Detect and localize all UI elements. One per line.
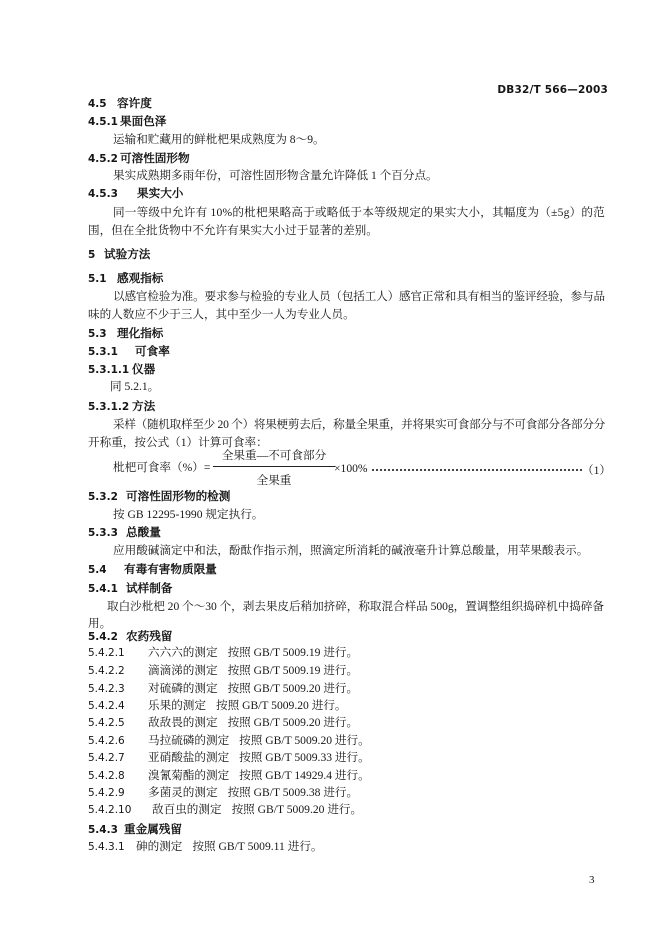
clause-heading-4-5	[88, 95, 152, 111]
formula-label: 枇杷可食率（%）=	[113, 461, 211, 474]
clause-title: 容许度	[117, 96, 152, 110]
dot-leader	[372, 462, 582, 471]
clause-number: 5.3.1.1	[88, 364, 130, 376]
clause-heading-5-3	[88, 325, 163, 341]
page-number: 3	[589, 874, 595, 886]
document-code: DB32/T 566—2003	[497, 84, 608, 96]
clause-heading-5-3-3	[88, 524, 161, 540]
clause-title: 果实大小	[137, 186, 184, 200]
item-number: 5.4.2.5	[88, 717, 125, 729]
item-name: 亚硝酸盐的测定	[148, 751, 230, 764]
clause-title: 可溶性固形物	[120, 151, 190, 165]
list-item	[88, 715, 358, 731]
paragraph-line: 以感官检验为准。要求参与检验的专业人员（包括工人）感官正常和具有相当的鉴评经验，参与品	[113, 290, 605, 303]
item-method: 按照 GB/T 5009.20 进行。	[239, 734, 370, 747]
paragraph-line: 味的人数应不少于三人，其中至少一人为专业人员。	[88, 308, 355, 321]
paragraph-line: 用。	[88, 617, 112, 630]
clause-heading-4-5-3	[88, 185, 183, 201]
fraction-numerator: 全果重—不可食部分	[221, 449, 327, 462]
chapter-heading-5	[88, 246, 150, 262]
list-item	[88, 802, 362, 818]
clause-title: 仪器	[132, 362, 156, 376]
clause-title: 有毒有害物质限量	[124, 562, 217, 576]
item-name: 对硫磷的测定	[148, 682, 218, 695]
clause-number: 5.4	[88, 564, 107, 576]
clause-number: 4.5.3	[88, 188, 118, 200]
clause-number: 5.3.2	[88, 491, 118, 503]
paragraph-line: 开称重，按公式（1）计算可食率：	[88, 436, 268, 449]
clause-heading-5-3-2	[88, 488, 230, 504]
clause-number: 5.4.1	[88, 583, 118, 595]
clause-heading-5-4-2	[88, 628, 172, 644]
item-name: 六六六的测定	[148, 646, 218, 659]
list-item	[88, 698, 347, 714]
clause-title: 果面色泽	[120, 114, 167, 128]
item-method: 按照 GB/T 5009.20 进行。	[227, 682, 359, 695]
clause-number: 5.4.3	[88, 824, 118, 836]
clause-title: 理化指标	[117, 326, 164, 340]
paragraph-line: 果实成熟期多雨年份，可溶性固形物含量允许降低 1 个百分点。	[113, 169, 438, 182]
item-name: 马拉硫磷的测定	[148, 734, 230, 747]
clause-title: 总酸量	[126, 525, 161, 539]
item-number: 5.4.2.3	[88, 683, 125, 695]
list-item	[88, 750, 370, 766]
item-number: 5.4.2.10	[88, 804, 132, 816]
clause-heading-5-4-1	[88, 580, 172, 596]
clause-heading-5-1	[88, 270, 163, 286]
item-number: 5.4.3.1	[88, 841, 125, 853]
clause-heading-5-3-1-1	[88, 361, 155, 377]
item-name: 溴氰菊酯的测定	[148, 769, 230, 782]
item-number: 5.4.2.7	[88, 752, 125, 764]
paragraph-line: 运输和贮藏用的鲜枇杷果成熟度为 8～9。	[113, 133, 325, 146]
paragraph-line: 围，但在全批货物中不允许有果实大小过于显著的差别。	[88, 224, 378, 237]
clause-title: 农药残留	[126, 629, 173, 643]
fraction-bar	[213, 466, 335, 467]
item-name: 多菌灵的测定	[148, 786, 218, 799]
clause-number: 5.3.3	[88, 527, 118, 539]
list-item	[88, 839, 323, 855]
item-method: 按照 GB/T 5009.19 进行。	[227, 664, 359, 677]
paragraph-line: 同 5.2.1。	[110, 380, 160, 393]
fraction-denominator: 全果重	[256, 474, 292, 487]
list-item	[88, 768, 370, 784]
list-item	[88, 785, 358, 801]
clause-number: 4.5.2	[88, 153, 118, 165]
clause-heading-5-4	[88, 561, 217, 577]
item-number: 5.4.2.2	[88, 665, 125, 677]
clause-number: 4.5.1	[88, 116, 118, 128]
item-name: 砷的测定	[136, 840, 183, 853]
clause-number: 5.1	[88, 273, 107, 285]
fraction	[213, 448, 335, 489]
clause-number: 4.5	[88, 98, 107, 110]
equation-number: （1）	[582, 464, 611, 477]
clause-heading-4-5-1	[88, 113, 166, 129]
list-item	[88, 645, 358, 661]
item-name: 敌百虫的测定	[152, 803, 222, 816]
item-method: 按照 GB/T 5009.20 进行。	[215, 699, 347, 712]
clause-title: 试样制备	[126, 581, 173, 595]
clause-heading-5-3-1-2	[88, 398, 155, 414]
clause-title: 重金属残留	[124, 822, 182, 836]
paragraph-line: 采样（随机取样至少 20 个）将果梗剪去后，称量全果重，并将果实可食部分与不可食部分各部分分	[113, 418, 605, 431]
item-name: 滴滴涕的测定	[148, 664, 218, 677]
item-number: 5.4.2.1	[88, 647, 125, 659]
item-name: 乐果的测定	[148, 699, 206, 712]
paragraph-line: 按 GB 12295-1990 规定执行。	[113, 508, 264, 521]
paragraph-line: 同一等级中允许有 10%的枇杷果略高于或略低于本等级规定的果实大小，其幅度为（±5g）的范	[113, 206, 605, 219]
clause-number: 5.4.2	[88, 631, 118, 643]
item-method: 按照 GB/T 5009.19 进行。	[227, 646, 359, 659]
item-method: 按照 GB/T 5009.38 进行。	[227, 786, 359, 799]
clause-heading-5-4-3	[88, 821, 182, 837]
item-method: 按照 GB/T 5009.33 进行。	[239, 751, 370, 764]
list-item	[88, 733, 370, 749]
item-method: 按照 GB/T 5009.20 进行。	[227, 716, 359, 729]
item-number: 5.4.2.8	[88, 770, 125, 782]
clause-title: 可溶性固形物的检测	[126, 489, 231, 503]
item-number: 5.4.2.4	[88, 700, 125, 712]
chapter-number: 5	[88, 249, 96, 261]
item-number: 5.4.2.9	[88, 787, 125, 799]
clause-title: 可食率	[135, 344, 170, 358]
clause-heading-4-5-2	[88, 150, 190, 166]
chapter-title: 试验方法	[104, 247, 151, 261]
clause-heading-5-3-1	[88, 343, 170, 359]
formula-multiplier: ×100%	[334, 462, 368, 475]
clause-title: 方法	[132, 399, 156, 413]
paragraph-line: 应用酸碱滴定中和法，酚酞作指示剂，照滴定所消耗的碱液毫升计算总酸量，用苹果酸表示。	[113, 544, 589, 557]
clause-number: 5.3.1.2	[88, 401, 130, 413]
item-method: 按照 GB/T 5009.20 进行。	[231, 803, 363, 816]
clause-number: 5.3	[88, 328, 107, 340]
item-method: 按照 GB/T 5009.11 进行。	[192, 840, 323, 853]
item-method: 按照 GB/T 14929.4 进行。	[239, 769, 370, 782]
paragraph-line: 取白沙枇杷 20 个～30 个，剥去果皮后稍加挤碎，称取混合样品 500g，置调整组织捣碎机中捣碎备	[107, 600, 604, 613]
clause-number: 5.3.1	[88, 346, 118, 358]
item-number: 5.4.2.6	[88, 735, 125, 747]
list-item	[88, 681, 358, 697]
list-item	[88, 663, 358, 679]
clause-title: 感观指标	[117, 271, 164, 285]
item-name: 敌敌畏的测定	[148, 716, 218, 729]
